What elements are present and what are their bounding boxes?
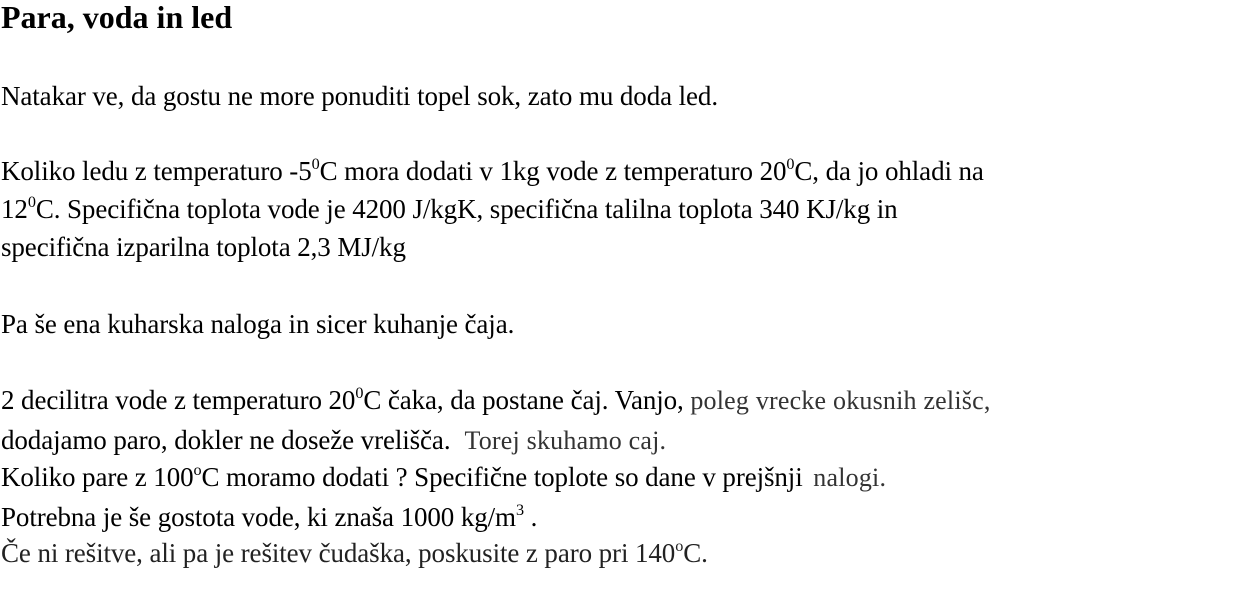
problem1-line1-text-c: C, da jo ohladi na xyxy=(794,156,984,186)
problem2-line4-text-b: . xyxy=(523,502,538,532)
problem2-line4-text-a: Potrebna je še gostota vode, ki znaša 1000 kg/m xyxy=(1,502,516,532)
degree-superscript: o xyxy=(193,461,202,480)
problem2-line5-text-b: C. xyxy=(683,538,708,568)
intro-paragraph: Natakar ve, da gostu ne more ponuditi topel sok, zato mu doda led. xyxy=(1,81,718,111)
problem2-line1 xyxy=(1,384,991,417)
problem1-line2 xyxy=(1,193,898,225)
degree-superscript: 0 xyxy=(355,384,364,403)
problem2-line4 xyxy=(1,501,537,533)
problem1-line1 xyxy=(1,155,984,187)
problem1-line1-text-b: C mora dodati v 1kg vode z temperaturo 20 xyxy=(319,156,787,186)
problem2-line5-text-a: Če ni rešitve, ali pa je rešitev čudaška, poskusite z paro pri 140 xyxy=(1,538,676,568)
problem1-line1-text-a: Koliko ledu z temperaturo -5 xyxy=(1,156,312,186)
page-title: Para, voda in led xyxy=(1,0,233,35)
problem2-line5 xyxy=(1,537,708,569)
problem2-line3 xyxy=(1,461,886,494)
problem2-line1-text-c: poleg vrecke okusnih zelišc, xyxy=(690,386,991,415)
problem1-line2-text-b: C. Specifična toplota vode je 4200 J/kgK, specifična talilna toplota 340 KJ/kg in xyxy=(35,194,898,224)
problem2-line1-text-b: C čaka, da postane čaj. Vanjo, xyxy=(363,385,691,415)
second-intro-paragraph: Pa še ena kuharska naloga in sicer kuhanje čaja. xyxy=(1,309,515,339)
degree-superscript: 0 xyxy=(311,155,320,174)
degree-superscript: 0 xyxy=(27,193,36,212)
problem2-line2-text-b: Torej skuhamo caj. xyxy=(464,426,667,455)
degree-superscript: o xyxy=(675,537,684,556)
cubic-superscript: 3 xyxy=(515,501,524,520)
problem2-line2-text-a: dodajamo paro, dokler ne doseže vrelišča. xyxy=(1,425,451,455)
problem2-line3-text-a: Koliko pare z 100 xyxy=(1,462,194,492)
problem2-line3-text-b: C moramo dodati ? Specifične toplote so dane v prejšnji xyxy=(201,462,810,492)
problem2-line1-text-a: 2 decilitra vode z temperaturo 20 xyxy=(1,385,356,415)
problem2-line2 xyxy=(1,424,666,457)
degree-superscript: 0 xyxy=(786,155,795,174)
problem1-line3: specifična izparilna toplota 2,3 MJ/kg xyxy=(1,232,406,262)
problem2-line3-text-c: nalogi. xyxy=(813,463,887,492)
problem1-line2-text-a: 12 xyxy=(1,194,28,224)
